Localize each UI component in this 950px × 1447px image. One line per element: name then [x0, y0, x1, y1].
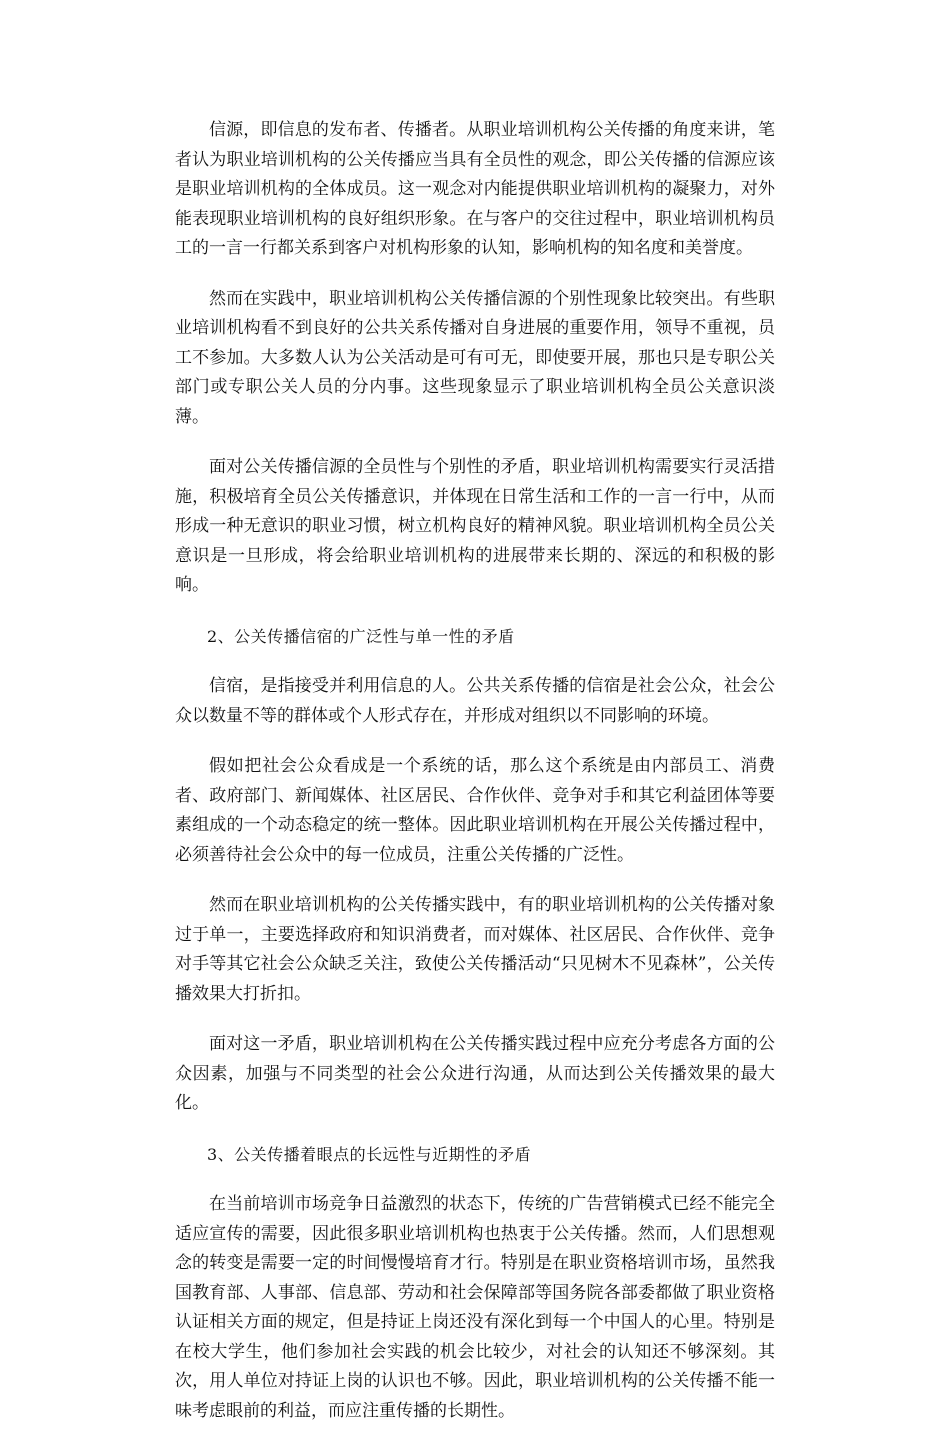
paragraph-single-target: 然而在职业培训机构的公关传播实践中，有的职业培训机构的公关传播对象过于单一，主要选择政府和知识消费者，而对媒体、社区居民、合作伙伴、竞争对手等其它社会公众缺乏关注，致使公关传播活动“只见树木不见森林”，公关传播效果大打折扣。 — [175, 895, 775, 1004]
paragraph-contradiction-response: 面对公关传播信源的全员性与个别性的矛盾，职业培训机构需要实行灵活措施，积极培育全员公关传播意识，并体现在日常生活和工作的一言一行中，从而形成一种无意识的职业习惯，树立机构良好的精神风貌。职业培训机构全员公关意识是一旦形成，将会给职业培训机构的进展带来长期的、深远的和积极的影响。 — [175, 457, 775, 595]
paragraph-info-source: 信源，即信息的发布者、传播者。从职业培训机构公关传播的角度来讲，笔者认为职业培训机构的公关传播应当具有全员性的观念，即公关传播的信源应该是职业培训机构的全体成员。这一观念对内能提供职业培训机构的凝聚力，对外能表现职业培训机构的良好组织形象。在与客户的交往过程中，职业培训机构员工的一言一行都关系到客户对机构形象的认知，影响机构的知名度和美誉度。 — [175, 120, 775, 258]
paragraph-maximize-effect: 面对这一矛盾，职业培训机构在公关传播实践过程中应充分考虑各方面的公众因素，加强与不同类型的社会公众进行沟通，从而达到公关传播效果的最大化。 — [175, 1034, 775, 1113]
paragraph-public-system: 假如把社会公众看成是一个系统的话，那么这个系统是由内部员工、消费者、政府部门、新闻媒体、社区居民、合作伙伴、竞争对手和其它利益团体等要素组成的一个动态稳定的统一整体。因此职业培训机构在开展公关传播过程中，必须善待社会公众中的每一位成员，注重公关传播的广泛性。 — [175, 756, 775, 865]
paragraph-long-term-focus: 在当前培训市场竞争日益激烈的状态下，传统的广告营销模式已经不能完全适应宣传的需要，因此很多职业培训机构也热衷于公关传播。然而，人们思想观念的转变是需要一定的时间慢慢培育才行。特别是在职业资格培训市场，虽然我国教育部、人事部、信息部、劳动和社会保障部等国务院各部委都做了职业资格认证相关方面的规定，但是持证上岗还没有深化到每一个中国人的心里。特别是在校大学生，他们参加社会实践的机会比较少，对社会的认知还不够深刻。其次，用人单位对持证上岗的认识也不够。因此，职业培训机构的公关传播不能一味考虑眼前的利益，而应注重传播的长期性。 — [175, 1194, 775, 1421]
section-heading-3: 3、公关传播着眼点的长远性与近期性的矛盾 — [207, 1144, 532, 1164]
paragraph-individual-practice: 然而在实践中，职业培训机构公关传播信源的个别性现象比较突出。有些职业培训机构看不到良好的公共关系传播对自身进展的重要作用，领导不重视，员工不参加。大多数人认为公关活动是可有可无，即使要开展，那也只是专职公关部门或专职公关人员的分内事。这些现象显示了职业培训机构全员公关意识淡薄。 — [175, 288, 775, 427]
section-heading-2: 2、公关传播信宿的广泛性与单一性的矛盾 — [207, 626, 515, 646]
document-body — [175, 116, 775, 1447]
paragraph-info-receiver: 信宿，是指接受并利用信息的人。公共关系传播的信宿是社会公众，社会公众以数量不等的群体或个人形式存在，并形成对组织以不同影响的环境。 — [175, 676, 775, 726]
